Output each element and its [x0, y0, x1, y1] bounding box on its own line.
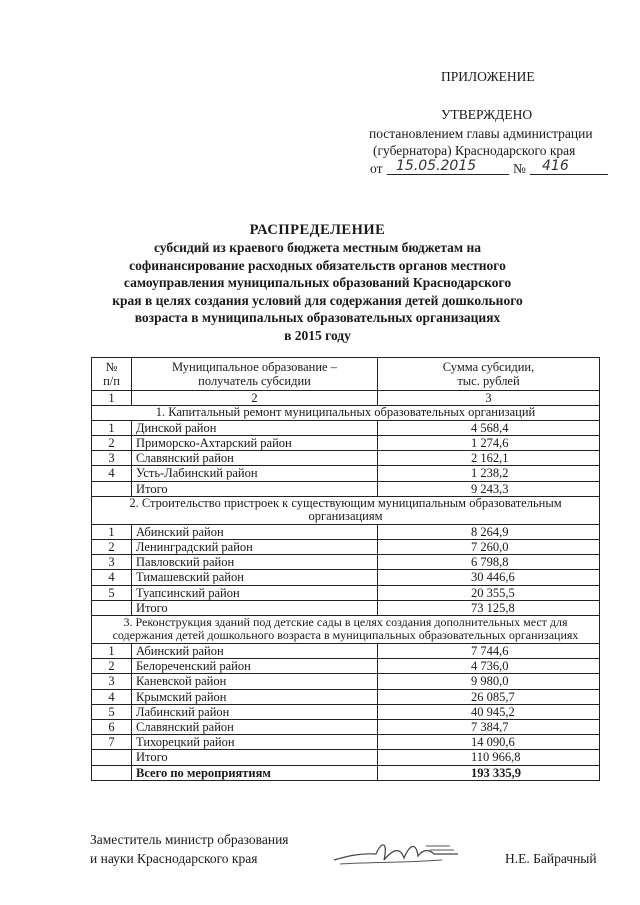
table-row	[92, 585, 600, 600]
row-amount: 7 260,0	[378, 539, 600, 554]
grand-total-row	[92, 765, 600, 780]
row-amount: 7 744,6	[378, 643, 600, 658]
row-municipality: Славянский район	[132, 719, 378, 734]
row-amount: 7 384,7	[378, 719, 600, 734]
table-row	[92, 674, 600, 689]
table-row	[92, 570, 600, 585]
table-row	[92, 659, 600, 674]
signer-position-line-1: Заместитель министр образования	[90, 832, 289, 847]
table-row	[92, 420, 600, 435]
table-row	[92, 689, 600, 704]
signer-name: Н.Е. Байрачный	[505, 851, 597, 866]
subtotal-row	[92, 750, 600, 765]
row-number: 6	[92, 719, 132, 734]
header-number: № п/п	[92, 358, 132, 391]
number-handwritten: 416	[542, 158, 569, 174]
number-underline	[530, 174, 608, 175]
row-amount: 9 980,0	[378, 674, 600, 689]
section-title-row	[92, 496, 600, 524]
grand-total-label: Всего по мероприятиям	[132, 765, 378, 780]
row-number: 4	[92, 689, 132, 704]
row-number: 1	[92, 420, 132, 435]
table-row	[92, 735, 600, 750]
table-row	[92, 539, 600, 554]
handwritten-signature-icon	[330, 836, 470, 870]
row-amount: 14 090,6	[378, 735, 600, 750]
title-line: края в целях создания условий для содержания детей дошкольного	[112, 292, 523, 308]
table-row	[92, 435, 600, 450]
subtotal-row	[92, 481, 600, 496]
document-title	[90, 221, 545, 344]
subtotal-row	[92, 600, 600, 615]
signer-position-line-2: и науки Краснодарского края	[90, 851, 258, 866]
row-municipality: Славянский район	[132, 451, 378, 466]
title-line: самоуправления муниципальных образований Краснодарского	[123, 275, 512, 290]
table-row	[92, 555, 600, 570]
row-municipality: Приморско-Ахтарский район	[132, 435, 378, 450]
row-amount: 30 446,6	[378, 570, 600, 585]
row-number: 2	[92, 435, 132, 450]
subtotal-label: Итого	[132, 600, 378, 615]
row-number	[92, 481, 132, 496]
row-number: 3	[92, 451, 132, 466]
row-amount: 40 945,2	[378, 704, 600, 719]
subsidy-table	[91, 357, 600, 781]
title-line: возраста в муниципальных образовательных организациях	[134, 310, 501, 325]
subtotal-amount: 9 243,3	[378, 481, 600, 496]
date-handwritten: 15.05.2015	[396, 158, 477, 174]
row-amount: 26 085,7	[378, 689, 600, 704]
decree-line-1: постановлением главы администрации	[369, 126, 593, 141]
row-number: 5	[92, 704, 132, 719]
subtotal-label: Итого	[132, 481, 378, 496]
row-municipality: Усть-Лабинский район	[132, 466, 378, 481]
row-number: 5	[92, 585, 132, 600]
row-number: 2	[92, 659, 132, 674]
row-municipality: Тимашевский район	[132, 570, 378, 585]
section-title: 2. Строительство пристроек к существующим муниципальным образовательным организациям	[92, 496, 600, 524]
title-line: в 2015 году	[284, 327, 351, 343]
row-amount: 1 238,2	[378, 466, 600, 481]
row-amount: 8 264,9	[378, 524, 600, 539]
row-amount: 4 568,4	[378, 420, 600, 435]
number-prefix: №	[513, 161, 526, 176]
appendix-label: ПРИЛОЖЕНИЕ	[441, 69, 535, 84]
row-municipality: Каневской район	[132, 674, 378, 689]
row-amount: 20 355,5	[378, 585, 600, 600]
row-amount: 1 274,6	[378, 435, 600, 450]
approved-label: УТВЕРЖДЕНО	[441, 107, 533, 122]
row-number: 4	[92, 570, 132, 585]
row-number: 1	[92, 524, 132, 539]
row-municipality: Лабинский район	[132, 704, 378, 719]
row-municipality: Павловский район	[132, 555, 378, 570]
header-amount: Сумма субсидии, тыс. рублей	[378, 358, 600, 391]
section-title-row	[92, 406, 600, 421]
row-number: 7	[92, 735, 132, 750]
grand-total-amount: 193 335,9	[378, 765, 600, 780]
table-row	[92, 704, 600, 719]
row-amount: 2 162,1	[378, 451, 600, 466]
row-municipality: Динской район	[132, 420, 378, 435]
row-number: 1	[92, 643, 132, 658]
row-number: 3	[92, 555, 132, 570]
decree-line-2: (губернатора) Краснодарского края	[373, 143, 576, 158]
row-municipality: Белореченский район	[132, 659, 378, 674]
subtotal-amount: 110 966,8	[378, 750, 600, 765]
row-amount: 6 798,8	[378, 555, 600, 570]
row-municipality: Ленинградский район	[132, 539, 378, 554]
section-title-row	[92, 615, 600, 643]
row-number	[92, 600, 132, 615]
row-municipality: Абинский район	[132, 524, 378, 539]
row-number: 3	[92, 674, 132, 689]
table-row	[92, 451, 600, 466]
title-line: субсидий из краевого бюджета местным бюджетам на	[153, 240, 482, 255]
column-number: 2	[132, 391, 378, 406]
row-amount: 4 736,0	[378, 659, 600, 674]
date-underline	[387, 174, 509, 175]
column-number: 3	[378, 391, 600, 406]
title-main: РАСПРЕДЕЛЕНИЕ	[249, 222, 386, 238]
table-row	[92, 466, 600, 481]
section-title: 3. Реконструкция зданий под детские сады в целях создания дополнительных мест для содержания детей дошкольного возраста в муниципальных образовательных организациях	[92, 615, 600, 643]
table-row	[92, 524, 600, 539]
row-number	[92, 765, 132, 780]
subtotal-amount: 73 125,8	[378, 600, 600, 615]
row-number: 4	[92, 466, 132, 481]
row-municipality: Крымский район	[132, 689, 378, 704]
subtotal-label: Итого	[132, 750, 378, 765]
row-municipality: Абинский район	[132, 643, 378, 658]
date-prefix: от	[370, 161, 383, 176]
column-number: 1	[92, 391, 132, 406]
table-row	[92, 719, 600, 734]
row-municipality: Тихорецкий район	[132, 735, 378, 750]
row-municipality: Туапсинский район	[132, 585, 378, 600]
title-line: софинансирование расходных обязательств органов местного	[129, 257, 506, 273]
row-number	[92, 750, 132, 765]
section-title: 1. Капитальный ремонт муниципальных образовательных организаций	[92, 406, 600, 421]
column-number-row	[92, 391, 600, 406]
row-number: 2	[92, 539, 132, 554]
table-row	[92, 643, 600, 658]
header-municipality: Муниципальное образование – получатель субсидии	[132, 358, 378, 391]
table-header-row	[92, 358, 600, 391]
